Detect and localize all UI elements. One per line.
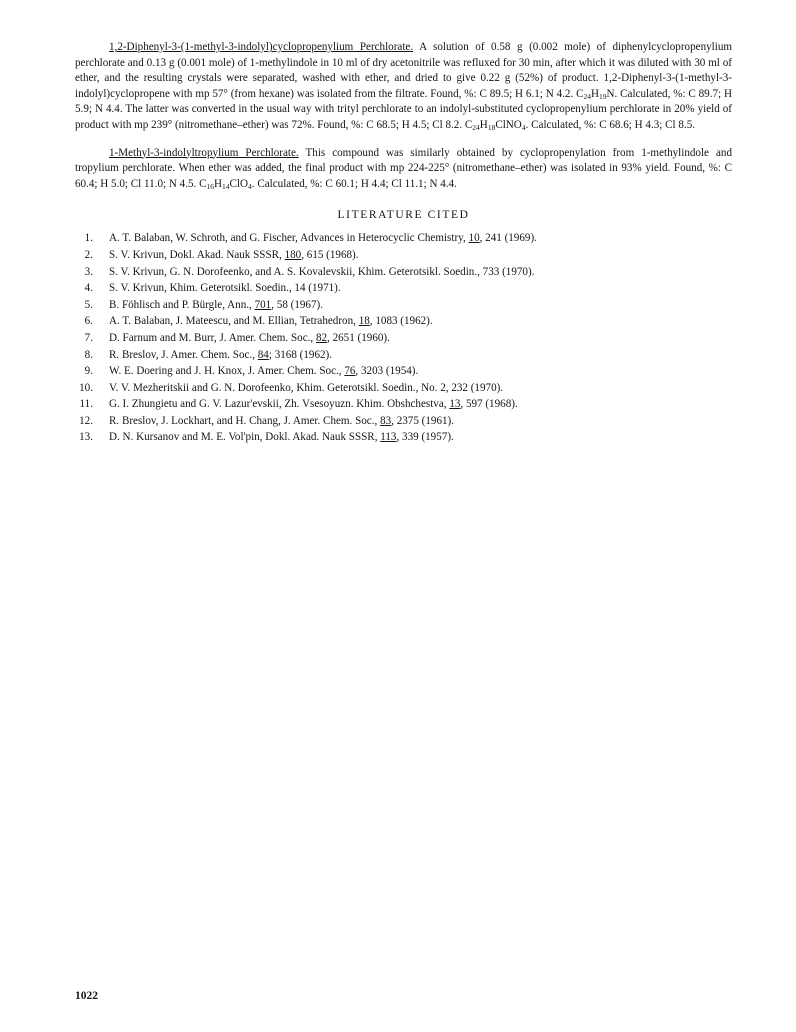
paragraph-text: A solution of 0.58 g (0.002 mole) of diphenylcyclopropenylium perchlorate and 0.13 g (0.001 mole) of 1-methylindole in 10 ml of dry acetonitrile was refluxed for 30 min, after which it was diluted with 30 ml of ether, and the resulting crystals were separated, washed with ether, and dried to give 0.22 g (52%) of product. 1,2-Diphenyl-3-(1-methyl-3-indolyl)cyclopropene with mp 57° (from hexane) was isolated from the filtrate. Found, %: C 89.5; H 6.1; N 4.2. C — [75, 41, 733, 100]
reference-text: B. Föhlisch and P. Bürgle, Ann., — [109, 298, 255, 311]
reference-item — [75, 380, 732, 397]
reference-text: S. V. Krivun, G. N. Dorofeenko, and A. S. Kovalevskii, Khim. Geterotsikl. Soedin., 733 (1970). — [109, 265, 535, 278]
subscript: 16 — [206, 181, 214, 191]
compound-heading: 1-Methyl-3-indolyltropylium Perchlorate. — [109, 146, 299, 159]
reference-volume: 113 — [380, 431, 397, 444]
reference-text: W. E. Doering and J. H. Knox, J. Amer. Chem. Soc., — [109, 365, 345, 378]
reference-text: A. T. Balaban, W. Schroth, and G. Fischer, Advances in Heterocyclic Chemistry, — [109, 232, 469, 245]
reference-volume: 180 — [284, 248, 302, 261]
reference-item — [75, 297, 732, 314]
subscript: 14 — [222, 181, 230, 191]
reference-text: S. V. Krivun, Dokl. Akad. Nauk SSSR, — [109, 248, 285, 261]
reference-item — [75, 413, 732, 430]
reference-item — [75, 363, 732, 380]
reference-number: 1. — [84, 232, 93, 245]
reference-item — [75, 280, 732, 297]
reference-text: R. Breslov, J. Amer. Chem. Soc., — [109, 348, 258, 361]
reference-number: 10. — [79, 381, 93, 394]
reference-text: , 3203 (1954). — [355, 365, 419, 378]
reference-text: D. N. Kursanov and M. E. Vol'pin, Dokl. Akad. Nauk SSSR, — [109, 431, 381, 444]
page-number: 1022 — [75, 990, 98, 1002]
paragraph-text: H — [590, 87, 599, 100]
compound-heading: 1,2-Diphenyl-3-(1-methyl-3-indolyl)cyclopropenylium Perchlorate. — [109, 41, 414, 53]
subscript: 24 — [583, 91, 591, 101]
subscript: 4 — [248, 181, 252, 191]
reference-text: V. V. Mezheritskii and G. N. Dorofeenko, Khim. Geterotsikl. Soedin., No. 2, 232 (1970). — [109, 381, 504, 394]
reference-volume: 18 — [358, 315, 370, 328]
reference-item — [75, 396, 732, 413]
reference-text: , 597 (1968). — [460, 398, 518, 411]
subscript: 19 — [599, 91, 607, 101]
reference-text: G. I. Zhungietu and G. V. Lazur'evskii, Zh. Vsesoyuzn. Khim. Obshchestva, — [109, 398, 450, 411]
paragraph-text: H — [479, 118, 488, 131]
reference-text: A. T. Balaban, J. Mateescu, and M. Ellian, Tetrahedron, — [109, 315, 359, 328]
reference-volume: 84 — [257, 348, 269, 361]
literature-cited-heading: LITERATURE CITED — [337, 209, 470, 222]
reference-list — [75, 230, 732, 446]
reference-volume: 10 — [468, 232, 480, 245]
reference-number: 7. — [84, 331, 93, 344]
reference-text: , 58 (1967). — [271, 298, 323, 311]
reference-number: 8. — [84, 348, 93, 361]
reference-text: D. Farnum and M. Burr, J. Amer. Chem. Soc., — [109, 331, 316, 344]
paragraph-text: This compound was similarly obtained by cyclopropenylation from 1-methylindole and tropylium perchlorate. When ether was added, the final product with mp 224-225° (nitromethane–ether) was isolated in 93% yield. Found, %: C 60.4; H 5.0; Cl 11.0; N 4.5. C — [75, 146, 732, 190]
reference-number: 6. — [84, 315, 93, 328]
reference-item — [75, 347, 732, 364]
reference-item — [75, 230, 732, 247]
reference-text: , 2651 (1960). — [327, 331, 390, 344]
reference-item — [75, 313, 732, 330]
paragraph-text: N. Calculated, %: C 89.7; H 5.9; N 4.4. The latter was converted in the usual way with trityl perchlorate to an indolyl-substituted cyclopropenylium perchlorate in 20% yield of product with mp 239° (nitromethane–ether) was 72%. Found, %: C 68.5; H 4.5; Cl 8.2. C — [75, 87, 732, 131]
page-body — [75, 40, 732, 446]
reference-volume: 76 — [344, 365, 356, 378]
reference-number: 12. — [79, 414, 93, 427]
reference-number: 5. — [84, 298, 93, 311]
reference-text: R. Breslov, J. Lockhart, and H. Chang, J. Amer. Chem. Soc., — [109, 414, 381, 427]
paragraph-text: . Calculated, %: C 68.6; H 4.3; Cl 8.5. — [525, 118, 696, 131]
subscript: 4 — [521, 122, 526, 132]
reference-text: , 615 (1968). — [301, 248, 359, 261]
reference-text: S. V. Krivun, Khim. Geterotsikl. Soedin., 14 (1971). — [109, 282, 341, 295]
paragraph-text: . Calculated, %: C 60.1; H 4.4; Cl 11.1; N 4.4. — [251, 177, 457, 190]
reference-text: , 241 (1969). — [479, 232, 537, 245]
paragraph-diphenyl-cyclopropenylium — [75, 40, 732, 134]
paragraph-text: ClNO — [495, 118, 522, 131]
reference-text: , 2375 (1961). — [391, 414, 455, 427]
reference-item — [75, 429, 732, 446]
reference-item — [75, 247, 732, 264]
paragraph-text: ClO — [229, 177, 249, 190]
reference-text: ; 3168 (1962). — [268, 348, 333, 361]
reference-number: 9. — [84, 365, 93, 378]
reference-volume: 83 — [380, 414, 392, 427]
reference-number: 13. — [79, 431, 93, 444]
reference-item — [75, 264, 732, 281]
reference-item — [75, 330, 732, 347]
reference-number: 11. — [79, 398, 93, 411]
subscript: 24 — [472, 122, 480, 132]
reference-volume: 701 — [254, 298, 272, 311]
paragraph-text: H — [214, 177, 223, 190]
reference-number: 2. — [84, 248, 93, 261]
reference-volume: 13 — [449, 398, 461, 411]
reference-text: , 1083 (1962). — [369, 315, 433, 328]
reference-number: 3. — [84, 265, 93, 278]
subscript: 18 — [487, 122, 496, 132]
reference-number: 4. — [84, 282, 93, 295]
reference-text: , 339 (1957). — [396, 431, 454, 444]
paragraph-methyl-indolyltropylium — [75, 146, 732, 193]
reference-volume: 82 — [315, 331, 328, 344]
